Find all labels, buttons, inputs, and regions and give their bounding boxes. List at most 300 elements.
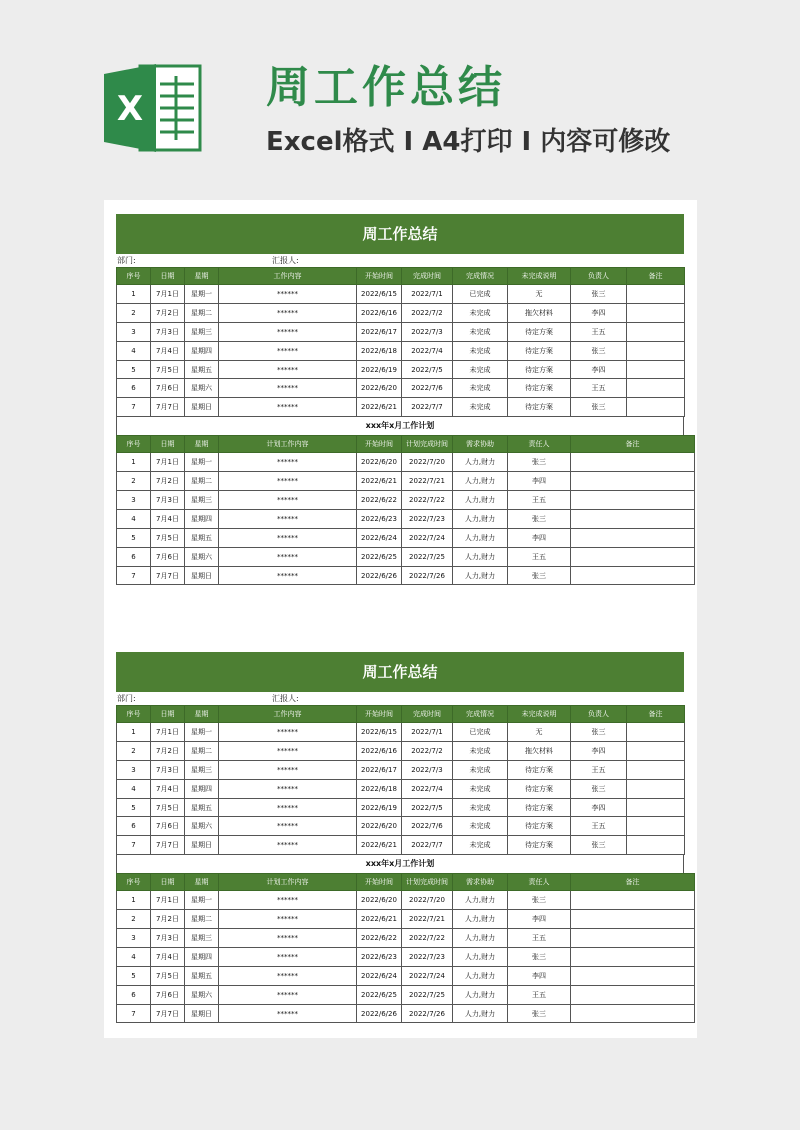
summary-cell[interactable]: 7月2日	[151, 303, 185, 322]
plan-cell[interactable]: 2022/6/21	[357, 910, 402, 929]
plan-cell[interactable]: 星期六	[185, 985, 219, 1004]
summary-cell[interactable]: 张三	[571, 836, 627, 855]
plan-cell[interactable]: 张三	[508, 947, 571, 966]
plan-cell[interactable]: ******	[219, 491, 357, 510]
summary-cell[interactable]: 王五	[571, 760, 627, 779]
summary-cell[interactable]: 2022/7/6	[402, 817, 453, 836]
summary-cell[interactable]: 2	[117, 741, 151, 760]
summary-cell[interactable]: 待定方案	[508, 779, 571, 798]
summary-cell[interactable]: 2022/6/18	[357, 779, 402, 798]
summary-cell[interactable]: 2022/7/6	[402, 379, 453, 398]
plan-cell[interactable]: ******	[219, 910, 357, 929]
plan-cell[interactable]	[571, 985, 695, 1004]
plan-cell[interactable]	[571, 1004, 695, 1023]
plan-cell[interactable]: 4	[117, 947, 151, 966]
summary-cell[interactable]: 李四	[571, 303, 627, 322]
plan-cell[interactable]	[571, 566, 695, 585]
plan-row	[117, 491, 695, 510]
plan-cell[interactable]: 人力,财力	[453, 528, 508, 547]
summary-cell[interactable]: 王五	[571, 817, 627, 836]
summary-cell[interactable]: 3	[117, 322, 151, 341]
summary-cell[interactable]: 星期六	[185, 379, 219, 398]
summary-cell[interactable]: ******	[219, 723, 357, 742]
plan-cell[interactable]: 2	[117, 472, 151, 491]
summary-cell[interactable]: 2022/6/19	[357, 360, 402, 379]
summary-cell[interactable]: 星期日	[185, 398, 219, 417]
plan-cell[interactable]: 3	[117, 929, 151, 948]
plan-cell[interactable]: 人力,财力	[453, 966, 508, 985]
plan-cell[interactable]: ******	[219, 1004, 357, 1023]
summary-cell[interactable]: 待定方案	[508, 322, 571, 341]
plan-cell[interactable]: 人力,财力	[453, 453, 508, 472]
summary-cell[interactable]: 2022/7/2	[402, 741, 453, 760]
plan-cell[interactable]: 2022/7/26	[402, 1004, 453, 1023]
summary-cell[interactable]: ******	[219, 285, 357, 304]
summary-cell[interactable]: 张三	[571, 779, 627, 798]
summary-cell[interactable]: 2022/7/3	[402, 322, 453, 341]
summary-cell[interactable]: 星期四	[185, 779, 219, 798]
summary-cell[interactable]: 未完成	[453, 360, 508, 379]
plan-cell[interactable]: ******	[219, 453, 357, 472]
plan-column-header: 星期	[185, 436, 219, 453]
summary-cell[interactable]: ******	[219, 741, 357, 760]
summary-cell[interactable]: 张三	[571, 723, 627, 742]
summary-cell[interactable]: 2022/6/20	[357, 817, 402, 836]
summary-cell[interactable]: 王五	[571, 379, 627, 398]
plan-column-header: 需求协助	[453, 874, 508, 891]
plan-cell[interactable]: 王五	[508, 929, 571, 948]
plan-cell[interactable]	[571, 547, 695, 566]
summary-cell[interactable]: ******	[219, 303, 357, 322]
plan-cell[interactable]: 星期日	[185, 1004, 219, 1023]
summary-cell[interactable]: 2022/6/17	[357, 760, 402, 779]
plan-cell[interactable]: 2022/6/20	[357, 453, 402, 472]
plan-cell[interactable]: 2022/7/25	[402, 547, 453, 566]
summary-cell[interactable]: 2022/6/17	[357, 322, 402, 341]
plan-cell[interactable]	[571, 453, 695, 472]
plan-cell[interactable]: 2022/6/22	[357, 491, 402, 510]
summary-cell[interactable]: 已完成	[453, 285, 508, 304]
summary-row	[117, 741, 685, 760]
summary-cell[interactable]: 未完成	[453, 322, 508, 341]
summary-cell[interactable]: 7月2日	[151, 741, 185, 760]
summary-cell[interactable]: 无	[508, 723, 571, 742]
plan-cell[interactable]	[571, 491, 695, 510]
excel-logo-icon	[104, 62, 202, 154]
summary-cell[interactable]: 星期六	[185, 817, 219, 836]
plan-cell[interactable]: 2022/7/23	[402, 947, 453, 966]
summary-cell[interactable]: 星期一	[185, 285, 219, 304]
summary-row	[117, 285, 685, 304]
summary-cell[interactable]: 星期四	[185, 341, 219, 360]
plan-cell[interactable]: ******	[219, 566, 357, 585]
summary-cell[interactable]: ******	[219, 379, 357, 398]
summary-cell[interactable]: 7月5日	[151, 360, 185, 379]
plan-cell[interactable]: 张三	[508, 891, 571, 910]
plan-cell[interactable]	[571, 891, 695, 910]
summary-cell[interactable]: 1	[117, 723, 151, 742]
summary-cell[interactable]: 未完成	[453, 817, 508, 836]
plan-cell[interactable]: 2022/7/23	[402, 509, 453, 528]
summary-cell[interactable]: 未完成	[453, 798, 508, 817]
plan-cell[interactable]: 2022/6/20	[357, 891, 402, 910]
plan-cell[interactable]: 7月1日	[151, 891, 185, 910]
plan-cell[interactable]: 星期五	[185, 528, 219, 547]
summary-cell[interactable]: 7	[117, 836, 151, 855]
summary-cell[interactable]: 2022/7/3	[402, 760, 453, 779]
summary-row	[117, 341, 685, 360]
plan-cell[interactable]: 人力,财力	[453, 509, 508, 528]
plan-cell[interactable]: ******	[219, 891, 357, 910]
summary-cell[interactable]	[627, 817, 685, 836]
summary-cell[interactable]: 星期五	[185, 798, 219, 817]
plan-cell[interactable]: 星期一	[185, 453, 219, 472]
plan-cell[interactable]: 7月4日	[151, 509, 185, 528]
summary-cell[interactable]: 待定方案	[508, 798, 571, 817]
summary-cell[interactable]: 2022/7/1	[402, 723, 453, 742]
summary-cell[interactable]: 2022/7/2	[402, 303, 453, 322]
plan-cell[interactable]: 7	[117, 566, 151, 585]
plan-cell[interactable]: 星期三	[185, 929, 219, 948]
plan-title: xxx年x月工作计划	[116, 855, 684, 873]
summary-cell[interactable]	[627, 360, 685, 379]
summary-cell[interactable]: 未完成	[453, 779, 508, 798]
summary-cell[interactable]: 2022/6/16	[357, 303, 402, 322]
plan-cell[interactable]	[571, 528, 695, 547]
plan-cell[interactable]: 1	[117, 453, 151, 472]
plan-cell[interactable]: 2022/7/20	[402, 891, 453, 910]
summary-cell[interactable]: ******	[219, 779, 357, 798]
summary-cell[interactable]	[627, 285, 685, 304]
summary-cell[interactable]: ******	[219, 322, 357, 341]
summary-cell[interactable]: 1	[117, 285, 151, 304]
plan-cell[interactable]: 2022/6/21	[357, 472, 402, 491]
dept-label: 部门:	[117, 256, 136, 265]
plan-row	[117, 453, 695, 472]
summary-cell[interactable]: 星期三	[185, 760, 219, 779]
summary-column-header: 工作内容	[219, 706, 357, 723]
summary-cell[interactable]: 2022/6/16	[357, 741, 402, 760]
summary-cell[interactable]	[627, 760, 685, 779]
summary-cell[interactable]: 2022/7/4	[402, 341, 453, 360]
summary-cell[interactable]: 7	[117, 398, 151, 417]
summary-cell[interactable]: 王五	[571, 322, 627, 341]
plan-cell[interactable]: 2022/6/24	[357, 528, 402, 547]
plan-cell[interactable]: 2022/7/20	[402, 453, 453, 472]
summary-row	[117, 360, 685, 379]
plan-cell[interactable]: 7月3日	[151, 491, 185, 510]
summary-cell[interactable]: 2022/6/21	[357, 836, 402, 855]
plan-cell[interactable]: 张三	[508, 453, 571, 472]
summary-cell[interactable]: 星期二	[185, 303, 219, 322]
summary-cell[interactable]: 未完成	[453, 341, 508, 360]
summary-cell[interactable]: 2022/6/15	[357, 723, 402, 742]
summary-cell[interactable]: 待定方案	[508, 379, 571, 398]
plan-cell[interactable]: 人力,财力	[453, 566, 508, 585]
summary-cell[interactable]: 星期五	[185, 360, 219, 379]
plan-cell[interactable]: 7月5日	[151, 528, 185, 547]
plan-cell[interactable]: 人力,财力	[453, 985, 508, 1004]
plan-cell[interactable]: ******	[219, 472, 357, 491]
plan-cell[interactable]: 7月5日	[151, 966, 185, 985]
summary-cell[interactable]: 张三	[571, 285, 627, 304]
summary-cell[interactable]: 5	[117, 360, 151, 379]
plan-cell[interactable]: 李四	[508, 966, 571, 985]
summary-cell[interactable]	[627, 723, 685, 742]
plan-cell[interactable]: ******	[219, 528, 357, 547]
plan-cell[interactable]: 张三	[508, 509, 571, 528]
plan-cell[interactable]	[571, 472, 695, 491]
summary-column-header: 负责人	[571, 706, 627, 723]
plan-column-header: 星期	[185, 874, 219, 891]
summary-cell[interactable]: 6	[117, 379, 151, 398]
plan-cell[interactable]: 7月3日	[151, 929, 185, 948]
plan-cell[interactable]: 人力,财力	[453, 1004, 508, 1023]
plan-cell[interactable]: 7月2日	[151, 910, 185, 929]
summary-cell[interactable]: 6	[117, 817, 151, 836]
summary-cell[interactable]: 7月1日	[151, 285, 185, 304]
summary-cell[interactable]: 7月7日	[151, 836, 185, 855]
summary-cell[interactable]: 未完成	[453, 836, 508, 855]
summary-cell[interactable]: 4	[117, 341, 151, 360]
summary-cell[interactable]: 7月3日	[151, 760, 185, 779]
plan-cell[interactable]: 2022/6/26	[357, 1004, 402, 1023]
summary-cell[interactable]: 2022/7/5	[402, 360, 453, 379]
plan-cell[interactable]	[571, 947, 695, 966]
summary-cell[interactable]: 张三	[571, 341, 627, 360]
plan-cell[interactable]: 2022/7/22	[402, 491, 453, 510]
summary-cell[interactable]: 2022/7/5	[402, 798, 453, 817]
summary-cell[interactable]: 待定方案	[508, 360, 571, 379]
summary-cell[interactable]: 星期三	[185, 322, 219, 341]
summary-cell[interactable]: 李四	[571, 741, 627, 760]
summary-row	[117, 760, 685, 779]
summary-cell[interactable]: 7月7日	[151, 398, 185, 417]
plan-cell[interactable]: 人力,财力	[453, 910, 508, 929]
plan-cell[interactable]: 张三	[508, 1004, 571, 1023]
plan-cell[interactable]	[571, 966, 695, 985]
plan-cell[interactable]: 星期三	[185, 491, 219, 510]
summary-cell[interactable]	[627, 322, 685, 341]
plan-cell[interactable]: 2022/6/26	[357, 566, 402, 585]
summary-cell[interactable]: 7月1日	[151, 723, 185, 742]
plan-cell[interactable]: 2022/7/26	[402, 566, 453, 585]
plan-cell[interactable]: 7月1日	[151, 453, 185, 472]
summary-cell[interactable]: 4	[117, 779, 151, 798]
summary-column-header: 序号	[117, 268, 151, 285]
summary-cell[interactable]	[627, 798, 685, 817]
summary-cell[interactable]: ******	[219, 398, 357, 417]
plan-cell[interactable]: 7月6日	[151, 547, 185, 566]
summary-cell[interactable]: 7月5日	[151, 798, 185, 817]
plan-cell[interactable]: 2022/7/21	[402, 472, 453, 491]
plan-cell[interactable]: 2022/7/24	[402, 528, 453, 547]
summary-cell[interactable]: 待定方案	[508, 836, 571, 855]
plan-cell[interactable]: 星期四	[185, 509, 219, 528]
logo-letter: X	[116, 89, 144, 129]
plan-cell[interactable]: 2022/6/23	[357, 509, 402, 528]
plan-cell[interactable]: 李四	[508, 910, 571, 929]
plan-cell[interactable]: 4	[117, 509, 151, 528]
summary-cell[interactable]: ******	[219, 817, 357, 836]
plan-cell[interactable]: 李四	[508, 528, 571, 547]
summary-cell[interactable]: 未完成	[453, 303, 508, 322]
plan-cell[interactable]: 人力,财力	[453, 891, 508, 910]
plan-cell[interactable]: 6	[117, 985, 151, 1004]
summary-cell[interactable]	[627, 836, 685, 855]
summary-cell[interactable]: 未完成	[453, 760, 508, 779]
info-row	[116, 254, 684, 267]
summary-cell[interactable]: 2022/6/19	[357, 798, 402, 817]
plan-cell[interactable]: 2022/6/23	[357, 947, 402, 966]
summary-cell[interactable]	[627, 341, 685, 360]
plan-cell[interactable]: 7月7日	[151, 566, 185, 585]
plan-cell[interactable]: 星期二	[185, 472, 219, 491]
summary-cell[interactable]: 李四	[571, 360, 627, 379]
plan-cell[interactable]: 星期日	[185, 566, 219, 585]
summary-cell[interactable]: 待定方案	[508, 398, 571, 417]
summary-cell[interactable]: 待定方案	[508, 817, 571, 836]
summary-cell[interactable]: 2022/7/7	[402, 398, 453, 417]
summary-cell[interactable]: 2022/6/21	[357, 398, 402, 417]
summary-cell[interactable]: 无	[508, 285, 571, 304]
plan-cell[interactable]: 人力,财力	[453, 947, 508, 966]
plan-cell[interactable]: 2022/7/21	[402, 910, 453, 929]
summary-cell[interactable]	[627, 303, 685, 322]
plan-cell[interactable]: 星期五	[185, 966, 219, 985]
plan-cell[interactable]: 7	[117, 1004, 151, 1023]
plan-row	[117, 910, 695, 929]
plan-cell[interactable]: 7月2日	[151, 472, 185, 491]
plan-row	[117, 985, 695, 1004]
plan-cell[interactable]: ******	[219, 929, 357, 948]
summary-cell[interactable]: 2	[117, 303, 151, 322]
summary-cell[interactable]: 2022/7/1	[402, 285, 453, 304]
summary-row	[117, 398, 685, 417]
summary-cell[interactable]: ******	[219, 836, 357, 855]
plan-cell[interactable]: 人力,财力	[453, 547, 508, 566]
plan-cell[interactable]: 1	[117, 891, 151, 910]
report-block-2	[116, 652, 684, 1023]
summary-cell[interactable]: 待定方案	[508, 760, 571, 779]
summary-cell[interactable]: 2022/7/7	[402, 836, 453, 855]
summary-cell[interactable]: 张三	[571, 398, 627, 417]
summary-cell[interactable]	[627, 379, 685, 398]
summary-cell[interactable]: 7月6日	[151, 379, 185, 398]
summary-cell[interactable]: 拖欠材料	[508, 741, 571, 760]
summary-cell[interactable]: 待定方案	[508, 341, 571, 360]
document-sheet	[104, 200, 697, 1038]
summary-cell[interactable]: 星期一	[185, 723, 219, 742]
plan-cell[interactable]: 王五	[508, 491, 571, 510]
plan-cell[interactable]: 7月4日	[151, 947, 185, 966]
summary-table	[116, 705, 685, 855]
summary-cell[interactable]: 2022/6/20	[357, 379, 402, 398]
summary-cell[interactable]: 5	[117, 798, 151, 817]
summary-cell[interactable]	[627, 779, 685, 798]
plan-cell[interactable]: ******	[219, 985, 357, 1004]
plan-cell[interactable]: ******	[219, 947, 357, 966]
summary-column-header: 星期	[185, 268, 219, 285]
summary-cell[interactable]: 未完成	[453, 741, 508, 760]
plan-cell[interactable]: 3	[117, 491, 151, 510]
plan-cell[interactable]: 王五	[508, 985, 571, 1004]
plan-cell[interactable]	[571, 509, 695, 528]
summary-cell[interactable]: 2022/6/18	[357, 341, 402, 360]
plan-cell[interactable]: 2022/6/24	[357, 966, 402, 985]
plan-cell[interactable]: 星期二	[185, 910, 219, 929]
summary-cell[interactable]: ******	[219, 360, 357, 379]
summary-cell[interactable]: 未完成	[453, 398, 508, 417]
summary-cell[interactable]	[627, 398, 685, 417]
plan-header-row	[117, 874, 695, 891]
summary-cell[interactable]: 已完成	[453, 723, 508, 742]
summary-cell[interactable]: 星期日	[185, 836, 219, 855]
summary-cell[interactable]: 星期二	[185, 741, 219, 760]
summary-cell[interactable]: 2022/7/4	[402, 779, 453, 798]
plan-cell[interactable]: 星期四	[185, 947, 219, 966]
plan-cell[interactable]: 2022/6/25	[357, 985, 402, 1004]
summary-row	[117, 836, 685, 855]
plan-cell[interactable]: 6	[117, 547, 151, 566]
plan-cell[interactable]	[571, 910, 695, 929]
plan-cell[interactable]: 星期六	[185, 547, 219, 566]
plan-cell[interactable]: 星期一	[185, 891, 219, 910]
plan-cell[interactable]: 2022/7/22	[402, 929, 453, 948]
plan-cell[interactable]: 5	[117, 528, 151, 547]
summary-cell[interactable]: 7月3日	[151, 322, 185, 341]
report-block-1	[116, 214, 684, 585]
summary-column-header: 负责人	[571, 268, 627, 285]
plan-cell[interactable]: 王五	[508, 547, 571, 566]
summary-cell[interactable]: 7月4日	[151, 341, 185, 360]
summary-cell[interactable]: 3	[117, 760, 151, 779]
plan-cell[interactable]: 张三	[508, 566, 571, 585]
plan-cell[interactable]: 人力,财力	[453, 491, 508, 510]
summary-cell[interactable]: 2022/6/15	[357, 285, 402, 304]
plan-cell[interactable]: ******	[219, 509, 357, 528]
plan-cell[interactable]: 2022/6/25	[357, 547, 402, 566]
plan-cell[interactable]: 人力,财力	[453, 929, 508, 948]
dept-label: 部门:	[117, 694, 136, 703]
plan-cell[interactable]: 2022/7/25	[402, 985, 453, 1004]
plan-table	[116, 435, 695, 585]
summary-cell[interactable]: 未完成	[453, 379, 508, 398]
plan-cell[interactable]: 5	[117, 966, 151, 985]
plan-cell[interactable]: 7月7日	[151, 1004, 185, 1023]
summary-cell[interactable]	[627, 741, 685, 760]
summary-cell[interactable]: ******	[219, 798, 357, 817]
plan-cell[interactable]: 李四	[508, 472, 571, 491]
plan-cell[interactable]	[571, 929, 695, 948]
plan-cell[interactable]: 2	[117, 910, 151, 929]
plan-cell[interactable]: 人力,财力	[453, 472, 508, 491]
summary-header-row	[117, 268, 685, 285]
plan-cell[interactable]: ******	[219, 547, 357, 566]
summary-cell[interactable]: 7月6日	[151, 817, 185, 836]
summary-cell[interactable]: 李四	[571, 798, 627, 817]
summary-cell[interactable]: ******	[219, 341, 357, 360]
summary-row	[117, 723, 685, 742]
plan-cell[interactable]: 2022/6/22	[357, 929, 402, 948]
plan-cell[interactable]: ******	[219, 966, 357, 985]
summary-cell[interactable]: 7月4日	[151, 779, 185, 798]
plan-cell[interactable]: 7月6日	[151, 985, 185, 1004]
summary-cell[interactable]: ******	[219, 760, 357, 779]
summary-cell[interactable]: 拖欠材料	[508, 303, 571, 322]
plan-cell[interactable]: 2022/7/24	[402, 966, 453, 985]
summary-column-header: 完成时间	[402, 706, 453, 723]
